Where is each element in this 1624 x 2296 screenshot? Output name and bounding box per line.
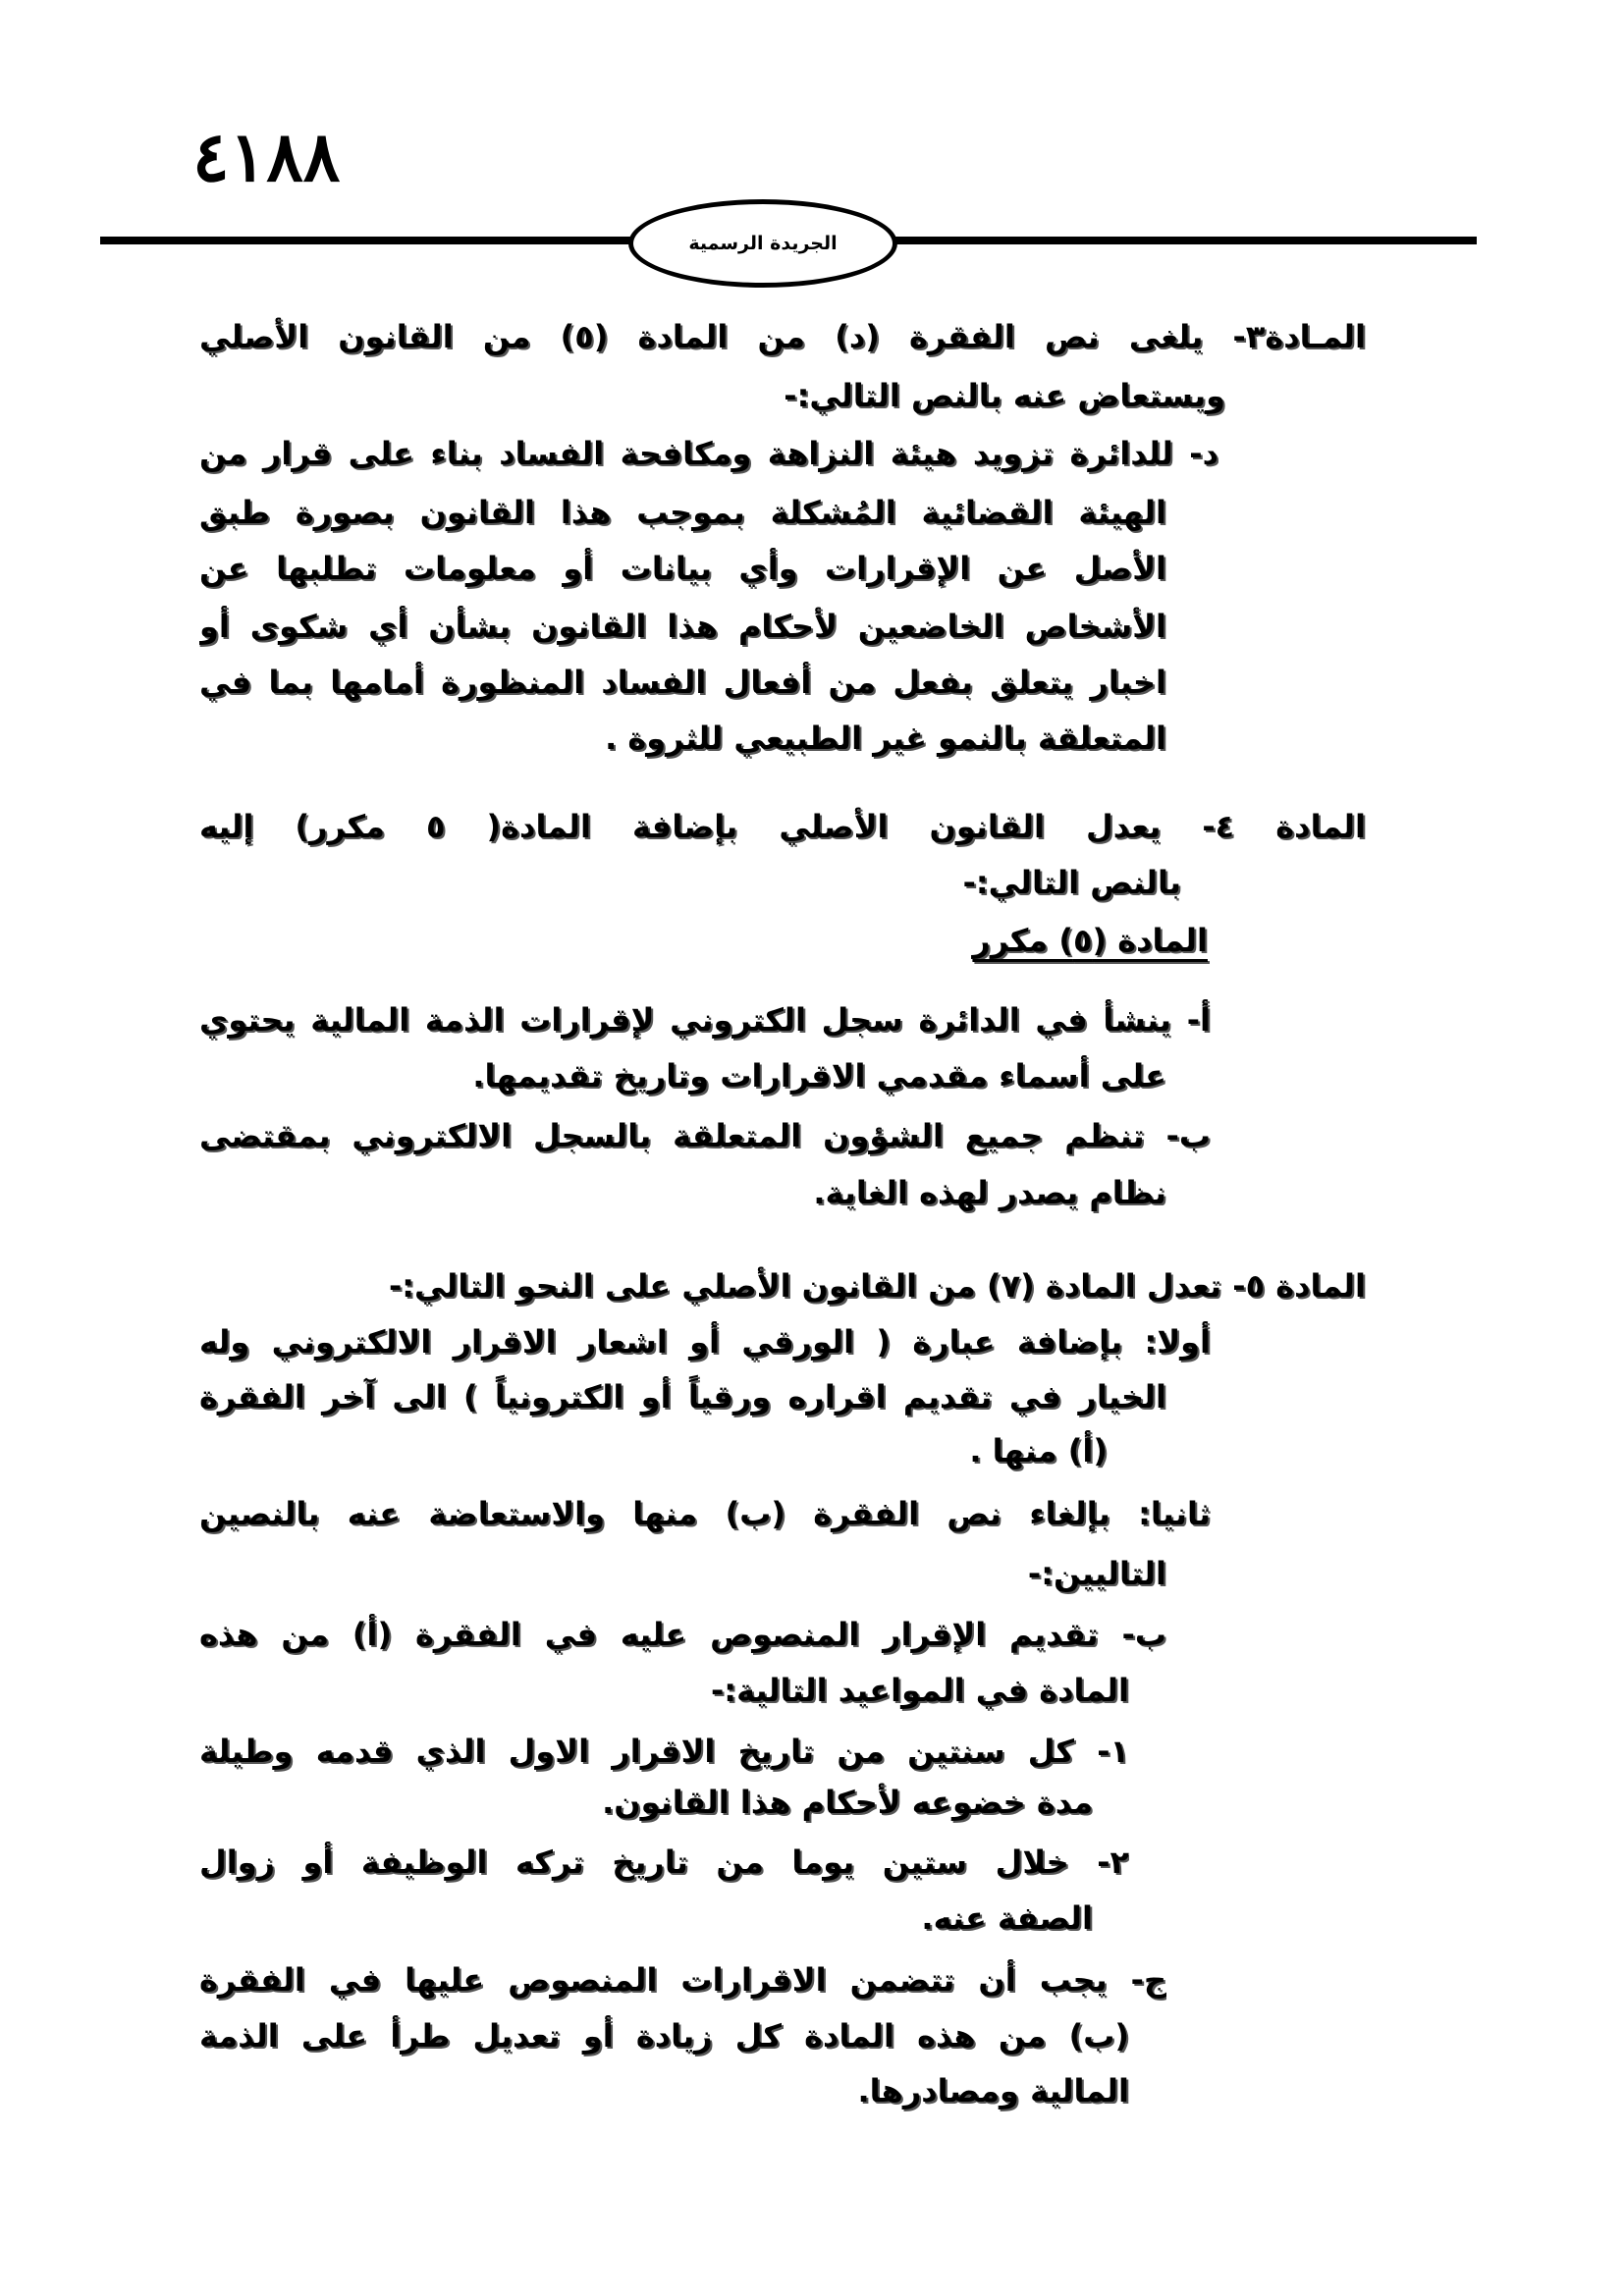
page-number: ٤١٨٨ — [192, 116, 341, 197]
text-line: الخيار في تقديم اقراره ورقياً أو الكترونياً ) الى آخر الفقرة — [199, 1378, 1166, 1415]
text-line: على أسماء مقدمي الاقرارات وتاريخ تقديمها. — [472, 1057, 1166, 1095]
text-line: نظام يصدر لهذه الغاية. — [813, 1174, 1166, 1211]
text-line: د- للدائرة تزويد هيئة النزاهة ومكافحة الفساد بناء على قرار من — [199, 435, 1218, 472]
text-line: (ب) من هذه المادة كل زيادة أو تعديل طرأ على الذمة — [199, 2017, 1129, 2055]
text-line: الصفة عنه. — [921, 1899, 1093, 1937]
subheading: المادة (٥) مكرر — [972, 922, 1208, 959]
text-line: الأصل عن الإقرارات وأي بيانات أو معلومات تطلبها عن — [199, 550, 1166, 587]
text-line: الأشخاص الخاضعين لأحكام هذا القانون بشأن أي شكوى أو — [199, 608, 1166, 645]
text-line: ب- تقديم الإقرار المنصوص عليه في الفقرة (أ) من هذه — [199, 1616, 1166, 1653]
text-line: الهيئة القضائية المُشكلة بموجب هذا القانون بصورة طبق — [199, 494, 1166, 531]
gazette-name: الجريدة الرسمية — [688, 233, 838, 254]
text-line: ويستعاض عنه بالنص التالي:- — [784, 377, 1225, 414]
text-line: المـادة٣- يلغى نص الفقرة (د) من المادة (٥) من القانون الأصلي — [199, 318, 1366, 355]
text-line: مدة خضوعه لأحكام هذا القانون. — [602, 1784, 1093, 1821]
text-line: ب- تنظم جميع الشؤون المتعلقة بالسجل الالكتروني بمقتضى — [199, 1117, 1211, 1154]
text-line: أ- ينشأ في الدائرة سجل الكتروني لإقرارات الذمة المالية يحتوي — [199, 1001, 1211, 1039]
text-line: بالنص التالي:- — [962, 864, 1181, 901]
text-line: ٢- خلال ستين يوما من تاريخ تركه الوظيفة أو زوال — [199, 1843, 1129, 1881]
text-line: (أ) منها . — [969, 1432, 1108, 1469]
text-line: المادة في المواعيد التالية:- — [710, 1672, 1129, 1709]
text-line: ١- كل سنتين من تاريخ الاقرار الاول الذي قدمه وطيلة — [199, 1733, 1129, 1770]
text-line: ثانيا: بإلغاء نص الفقرة (ب) منها والاستعاضة عنه بالنصين — [199, 1495, 1211, 1532]
gazette-emblem — [628, 199, 897, 288]
text-line: ج- يجب أن تتضمن الاقرارات المنصوص عليها في الفقرة — [199, 1961, 1166, 1999]
text-line: التاليين:- — [1027, 1555, 1166, 1592]
text-line: المادة ٤- يعدل القانون الأصلي بإضافة المادة( ٥ مكرر) إليه — [199, 808, 1366, 845]
text-line: اخبار يتعلق بفعل من أفعال الفساد المنظورة أمامها بما في — [199, 664, 1166, 701]
text-line: أولا: بإضافة عبارة ( الورقي أو اشعار الاقرار الالكتروني وله — [199, 1323, 1211, 1361]
text-line: المالية ومصادرها. — [857, 2072, 1129, 2109]
text-line: المتعلقة بالنمو غير الطبيعي للثروة . — [605, 720, 1166, 757]
text-line: المادة ٥- تعدل المادة (٧) من القانون الأصلي على النحو التالي:- — [388, 1267, 1366, 1305]
